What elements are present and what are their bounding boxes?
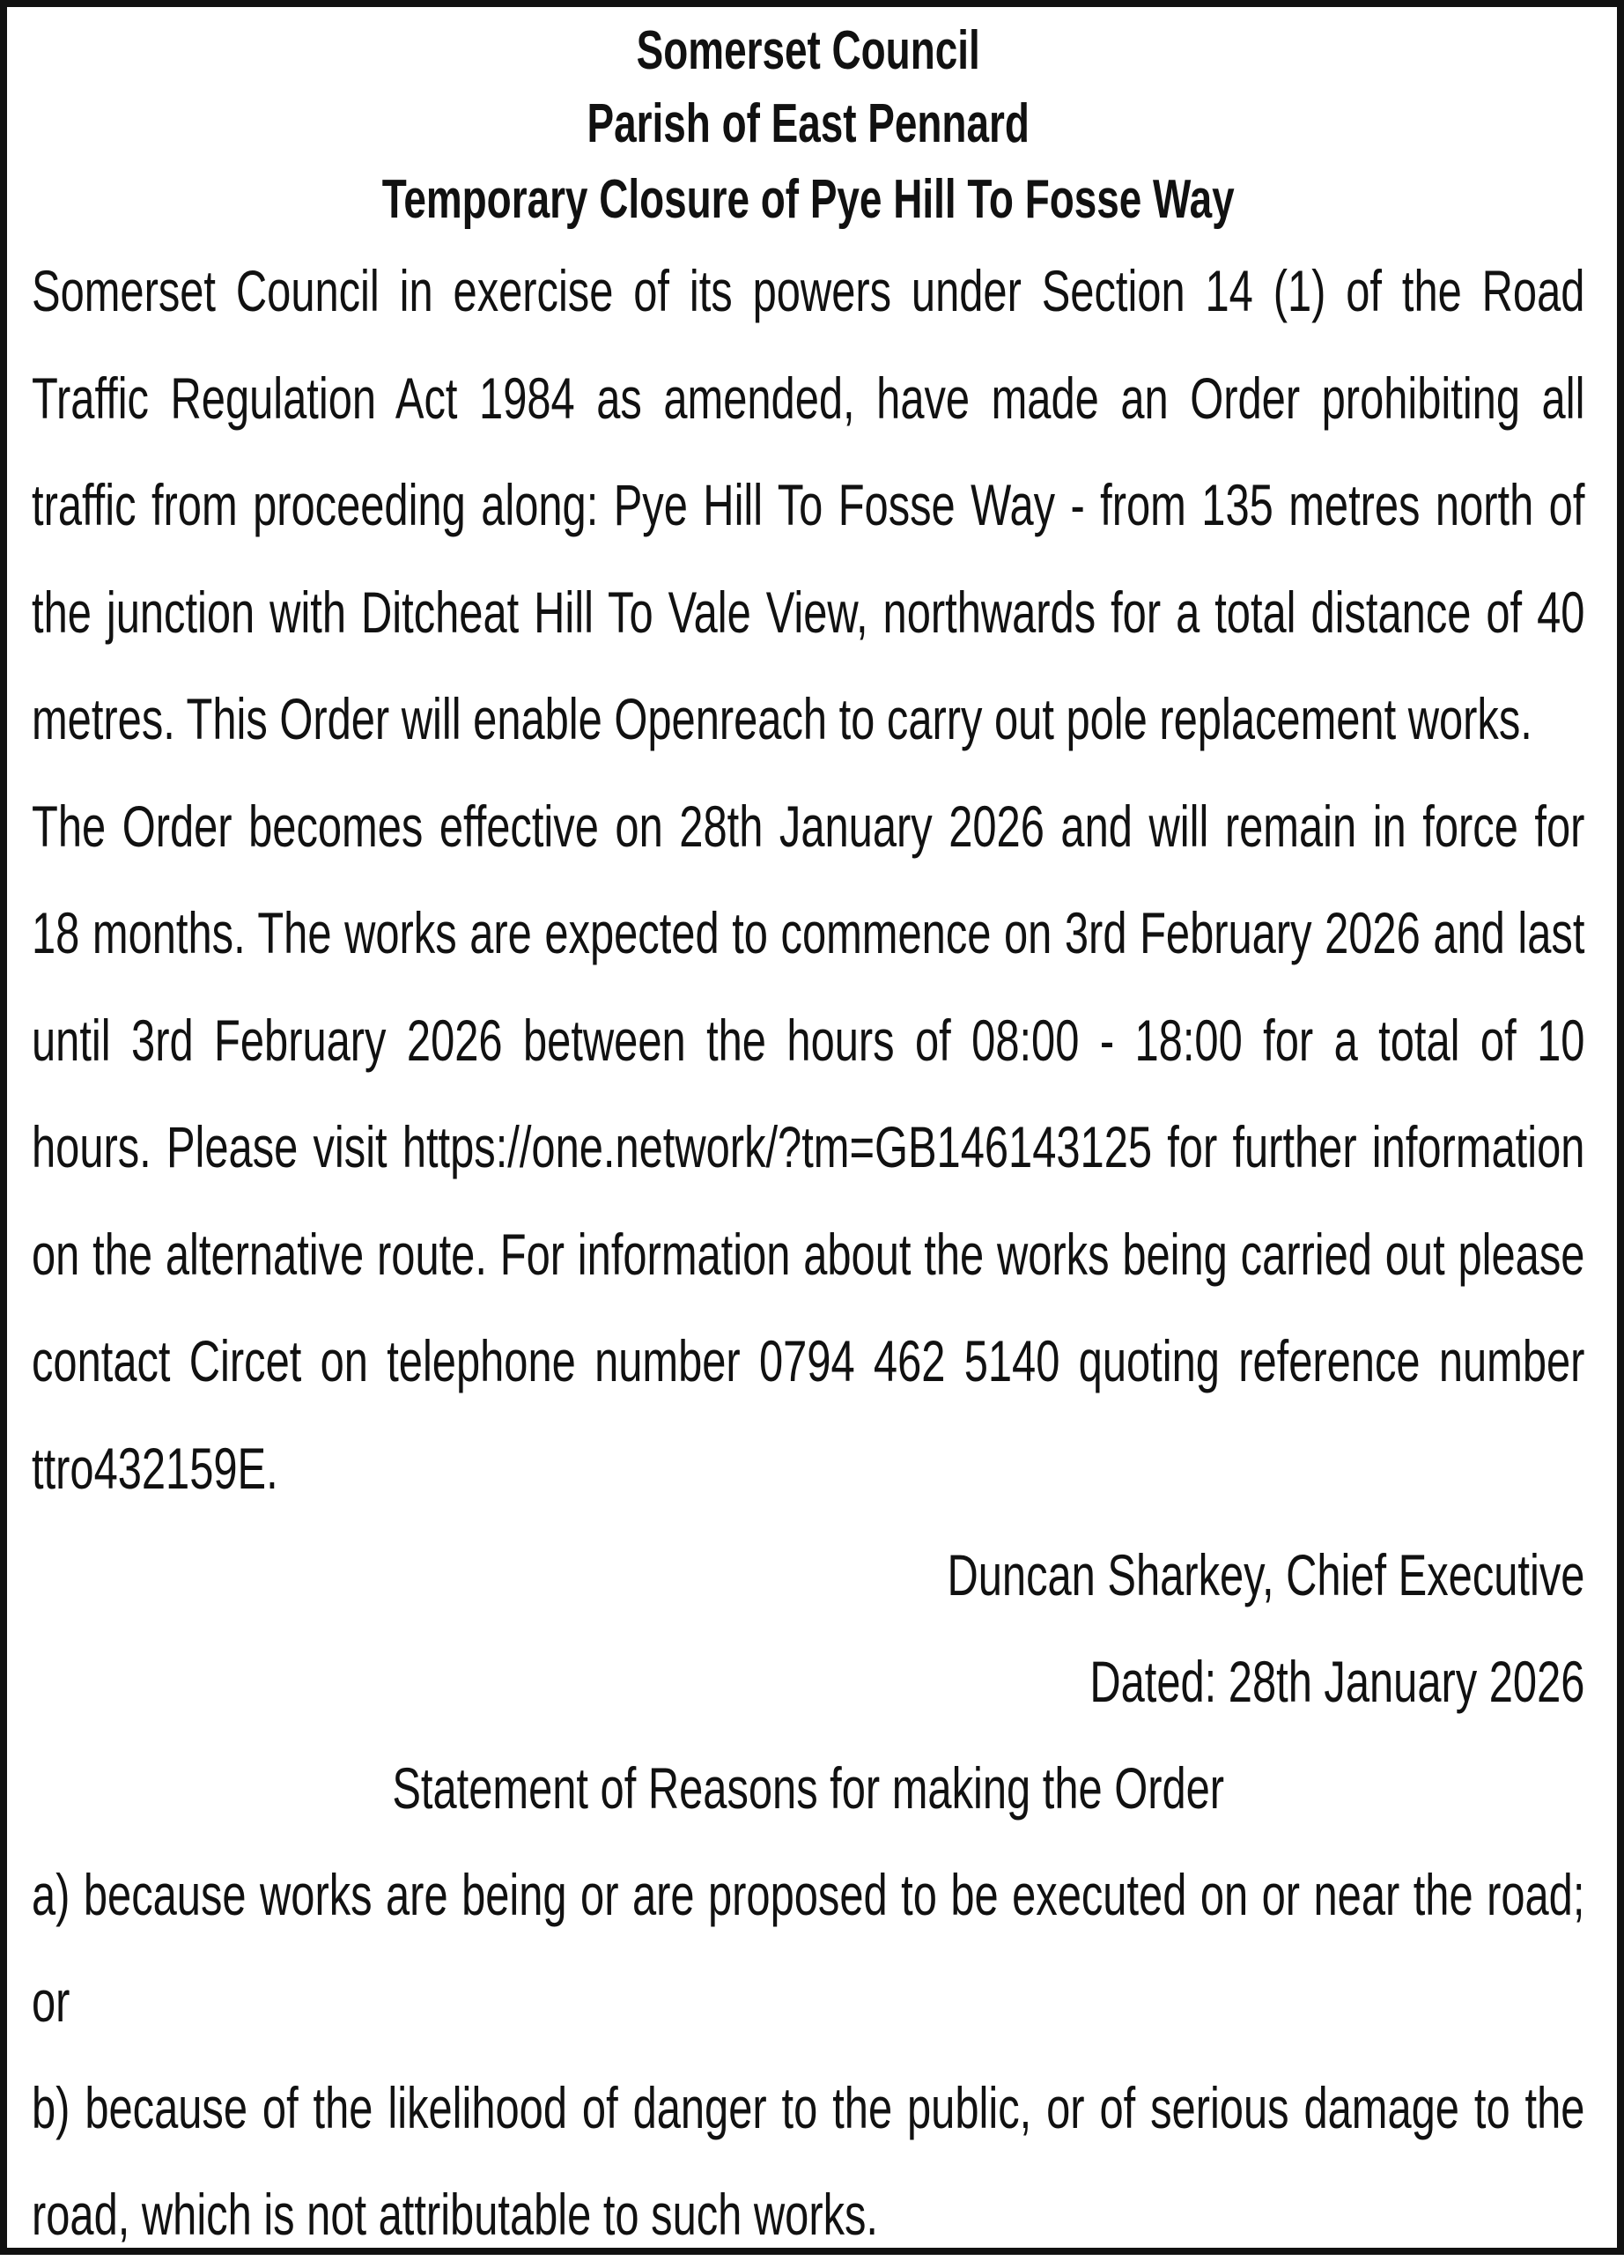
parish-name: Parish of East Pennard	[587, 93, 1030, 154]
signatory: Duncan Sharkey, Chief Executive	[947, 1542, 1585, 1607]
dates-paragraph: The Order becomes effective on 28th January 2026 and will remain in force for 18 months. The works are expected to commence on 3rd February 2026 and last until 3rd February 2026 between the hours of 08:00 - 18:00 for a total of 10 hours. Please visit https://one.network/?tm=GB146143125 for further information on the alternative route. For information about the works being carried out please contact Circet on telephone number 0794 462 5140 quoting reference number ttro432159E.	[32, 793, 1585, 1501]
reasons-heading: Statement of Reasons for making the Order	[392, 1755, 1225, 1821]
reason-item-a: a) because works are being or are proposed to be executed on or near the road; or	[32, 1862, 1585, 2034]
order-paragraph: Somerset Council in exercise of its powers under Section 14 (1) of the Road Traffic Regulation Act 1984 as amended, have made an Order prohibiting all traffic from proceeding along: Pye Hill To Fosse Way - from 135 metres north of the junction with Ditcheat Hill To Vale View, northwards for a total distance of 40 metres. This Order will enable Openreach to carry out pole replacement works.	[32, 258, 1585, 751]
notice-content	[32, 16, 1584, 2268]
reason-item-b: b) because of the likelihood of danger to the public, or of serious damage to the road, which is not attributable to such works.	[32, 2075, 1585, 2247]
council-name: Somerset Council	[636, 20, 980, 81]
notice-title: Temporary Closure of Pye Hill To Fosse Way	[381, 169, 1235, 230]
dated-line: Dated: 28th January 2026	[1089, 1649, 1585, 1714]
